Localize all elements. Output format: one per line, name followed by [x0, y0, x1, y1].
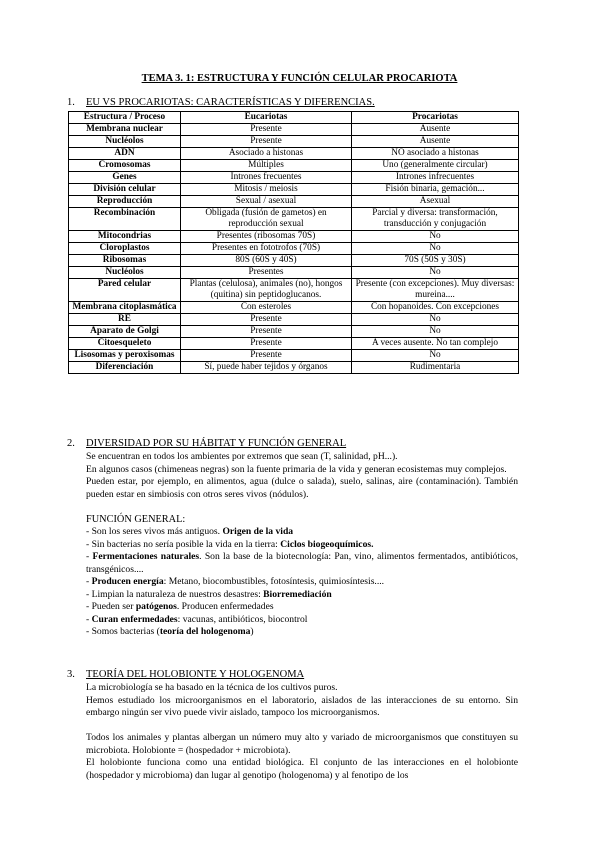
list-item — [86, 526, 518, 539]
item-text: : Metano, biocombustibles, fotosíntesis, quimiosíntesis.... — [163, 576, 385, 587]
table-row — [69, 208, 519, 231]
row-label: Cloroplastos — [69, 243, 181, 255]
table-row — [69, 326, 519, 338]
cell-procariotas: Ausente — [352, 124, 519, 136]
section-2-body — [86, 451, 518, 639]
cell-eucariotas: Presente — [181, 326, 352, 338]
paragraph: Se encuentran en todos los ambientes por extremos que sean (T, salinidad, pH...). — [86, 451, 398, 462]
cell-procariotas: No — [352, 326, 519, 338]
item-text: - — [86, 551, 93, 562]
list-item — [86, 551, 518, 576]
row-label: Cromosomas — [69, 160, 181, 172]
item-emphasis: teoría del hologenoma — [159, 626, 251, 637]
cell-eucariotas: Presente — [181, 314, 352, 326]
section-title: EU VS PROCARIOTAS: CARACTERÍSTICAS Y DIFERENCIAS. — [86, 97, 375, 108]
table-row — [69, 231, 519, 243]
cell-procariotas: 70S (50S y 30S) — [352, 255, 519, 267]
row-label: Mitocondrias — [69, 231, 181, 243]
table-row — [69, 255, 519, 267]
table-row — [69, 196, 519, 208]
row-label: Membrana nuclear — [69, 124, 181, 136]
list-item — [86, 626, 518, 639]
cell-procariotas: Asexual — [352, 196, 519, 208]
section-3-heading — [67, 669, 304, 680]
section-number: 1. — [67, 97, 75, 108]
paragraph: Todos los animales y plantas albergan un número muy alto y variado de microorganismos que constituyen su microbiota. Holobionte = (hospedador + microbiota). — [86, 732, 518, 756]
cell-eucariotas: Presente — [181, 136, 352, 148]
section-number: 2. — [67, 438, 75, 449]
item-emphasis: Ciclos biogeoquímicos. — [280, 538, 374, 550]
row-label: Lisosomas y peroxisomas — [69, 350, 181, 362]
item-text: - — [86, 576, 92, 587]
section-title: TEORÍA DEL HOLOBIONTE Y HOLOGENOMA — [86, 669, 305, 680]
cell-eucariotas: 80S (60S y 40S) — [181, 255, 352, 267]
list-item — [86, 589, 518, 602]
cell-eucariotas: Sí, puede haber tejidos y órganos — [181, 362, 352, 374]
item-text: - Sin bacterias no sería posible la vida en la tierra: — [86, 538, 281, 550]
table-header-row — [69, 112, 519, 124]
paragraph: Pueden estar, por ejemplo, en alimentos, agua (dulce o salada), suelo, salinas, aire (contaminación). También pueden estar en simbiosis con otros seres vivos (nódulos). — [86, 476, 518, 500]
item-text: . Producen enfermedades — [176, 601, 274, 612]
cell-eucariotas: Obligada (fusión de gametos) en reproducción sexual — [181, 208, 352, 231]
cell-procariotas: No — [352, 314, 519, 326]
cell-procariotas: Parcial y diversa: transformación, transducción y conjugación — [352, 208, 519, 231]
item-text: : vacunas, antibióticos, biocontrol — [177, 613, 308, 625]
list-item — [86, 576, 518, 589]
paragraph: El holobionte funciona como una entidad biológica. El conjunto de las interacciones en el holobionte (hospedador y microbioma) dan lugar al genotipo (hologenoma) y al fenotipo de los — [86, 757, 518, 781]
function-list — [86, 526, 518, 639]
paragraph: La microbiología se ha basado en la técnica de los cultivos puros. — [86, 682, 338, 693]
item-emphasis: Curan enfermedades — [91, 613, 178, 625]
cell-eucariotas: Presente — [181, 124, 352, 136]
section-1-heading — [67, 97, 375, 108]
subheading: FUNCIÓN GENERAL: — [86, 513, 186, 525]
cell-eucariotas: Intrones frecuentes — [181, 172, 352, 184]
table-row — [69, 350, 519, 362]
list-item — [86, 539, 518, 552]
cell-procariotas: Intrones infrecuentes — [352, 172, 519, 184]
cell-procariotas: Uno (generalmente circular) — [352, 160, 519, 172]
cell-procariotas: Ausente — [352, 136, 519, 148]
cell-eucariotas: Presente — [181, 350, 352, 362]
item-emphasis: Origen de la vida — [222, 526, 294, 537]
cell-procariotas: No — [352, 267, 519, 279]
row-label: División celular — [69, 184, 181, 196]
document-title: TEMA 3. 1: ESTRUCTURA Y FUNCIÓN CELULAR PROCARIOTA — [141, 73, 458, 84]
table-row — [69, 124, 519, 136]
item-emphasis: patógenos — [135, 601, 177, 612]
cell-procariotas: A veces ausente. No tan complejo — [352, 338, 519, 350]
column-header: Eucariotas — [181, 112, 352, 124]
row-label: Aparato de Golgi — [69, 326, 181, 338]
item-text: - Somos bacterias ( — [86, 626, 160, 637]
cell-eucariotas: Presentes en fototrofos (70S) — [181, 243, 352, 255]
cell-eucariotas: Mitosis / meiosis — [181, 184, 352, 196]
table-row — [69, 362, 519, 374]
paragraph: En algunos casos (chimeneas negras) son la fuente primaria de la vida y generan ecosistemas muy complejos. — [86, 463, 507, 475]
item-emphasis: Fermentaciones naturales — [92, 551, 200, 562]
section-title: DIVERSIDAD POR SU HÁBITAT Y FUNCIÓN GENERAL — [86, 438, 347, 449]
section-3-body — [86, 682, 518, 782]
item-text: - Son los seres vivos más antiguos. — [86, 526, 223, 537]
row-label: Diferenciación — [69, 362, 181, 374]
cell-procariotas: Rudimentaria — [352, 362, 519, 374]
row-label: Recombinación — [69, 208, 181, 231]
list-item — [86, 614, 518, 627]
cell-eucariotas: Presentes — [181, 267, 352, 279]
cell-eucariotas: Presente — [181, 338, 352, 350]
table-row — [69, 243, 519, 255]
cell-procariotas: NO asociado a histonas — [352, 148, 519, 160]
table-row — [69, 184, 519, 196]
cell-eucariotas: Sexual / asexual — [181, 196, 352, 208]
row-label: RE — [69, 314, 181, 326]
row-label: Genes — [69, 172, 181, 184]
list-item — [86, 601, 518, 614]
cell-eucariotas: Múltiples — [181, 160, 352, 172]
cell-procariotas: No — [352, 243, 519, 255]
comparison-table — [68, 111, 519, 374]
cell-eucariotas: Asociado a histonas — [181, 148, 352, 160]
table-row — [69, 279, 519, 302]
row-label: Reproducción — [69, 196, 181, 208]
item-text: . Son la base de la biotecnología: Pan, vino, alimentos fermentados, antibióticos, transgénicos.... — [86, 551, 518, 575]
item-text: - Pueden ser — [86, 601, 136, 612]
table-row — [69, 148, 519, 160]
row-label: Citoesqueleto — [69, 338, 181, 350]
cell-procariotas: Con hopanoides. Con excepciones — [352, 302, 519, 314]
cell-eucariotas: Con esteroles — [181, 302, 352, 314]
cell-procariotas: Fisión binaria, gemación... — [352, 184, 519, 196]
cell-eucariotas: Plantas (celulosa), animales (no), hongos (quitina) sin peptidoglucanos. — [181, 279, 352, 302]
item-text: - Limpian la naturaleza de nuestros desastres: — [86, 588, 264, 600]
row-label: ADN — [69, 148, 181, 160]
table-row — [69, 314, 519, 326]
table-row — [69, 267, 519, 279]
row-label: Nucléolos — [69, 136, 181, 148]
section-2-heading — [67, 438, 346, 449]
row-label: Pared celular — [69, 279, 181, 302]
item-text: ) — [250, 626, 254, 637]
row-label: Nucléolos — [69, 267, 181, 279]
table-row — [69, 160, 519, 172]
item-text: - — [86, 613, 92, 625]
cell-procariotas: No — [352, 231, 519, 243]
item-emphasis: Producen energía — [91, 576, 164, 587]
item-emphasis: Biorremediación — [263, 588, 332, 600]
cell-eucariotas: Presentes (ribosomas 70S) — [181, 231, 352, 243]
row-label: Ribosomas — [69, 255, 181, 267]
column-header: Estructura / Proceso — [69, 112, 181, 124]
table-row — [69, 136, 519, 148]
table-row — [69, 338, 519, 350]
column-header: Procariotas — [352, 112, 519, 124]
table-row — [69, 302, 519, 314]
table-row — [69, 172, 519, 184]
cell-procariotas: No — [352, 350, 519, 362]
paragraph: Hemos estudiado los microorganismos en el laboratorio, aislados de las interacciones de su entorno. Sin embargo ningún ser vivo puede vivir aislado, tampoco los microorganismos. — [86, 694, 518, 718]
section-number: 3. — [67, 669, 75, 680]
cell-procariotas: Presente (con excepciones). Muy diversas: mureina.... — [352, 279, 519, 302]
row-label: Membrana citoplasmática — [69, 302, 181, 314]
